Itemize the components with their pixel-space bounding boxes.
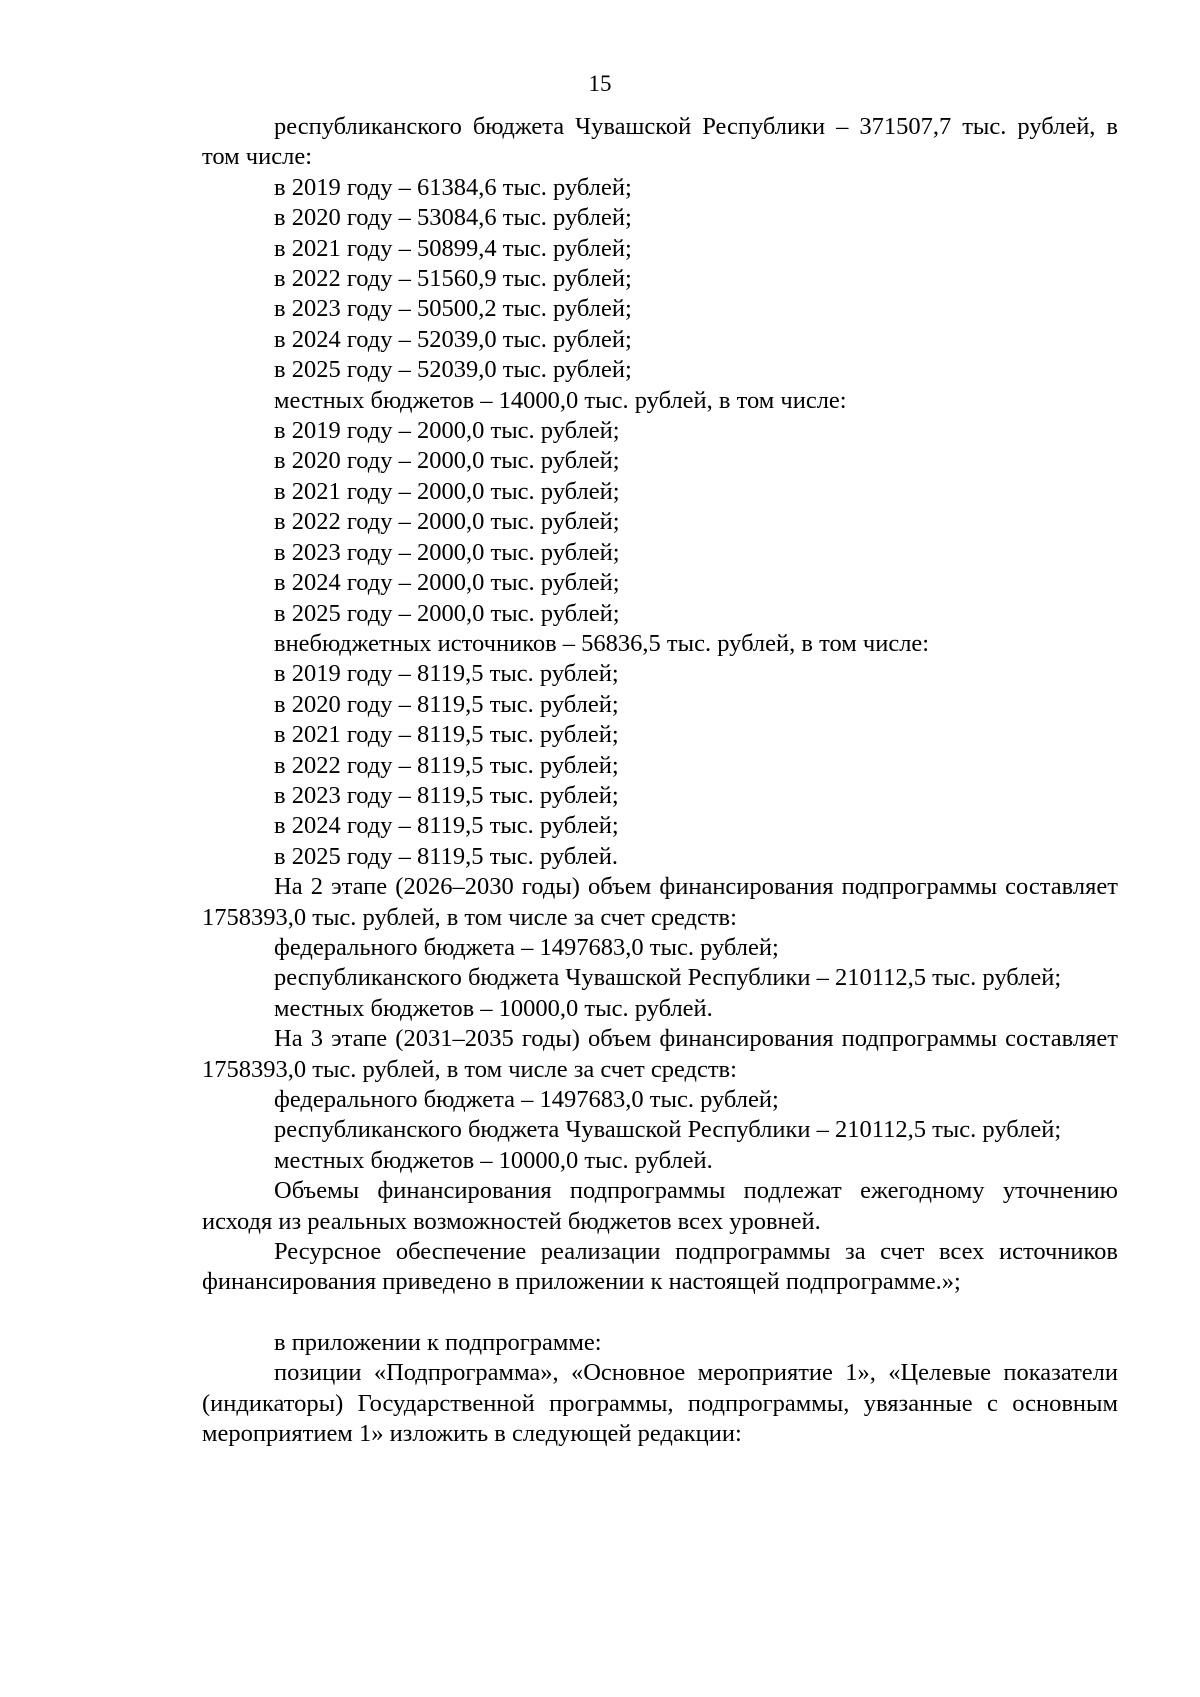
list-item: в 2019 году – 8119,5 тыс. рублей; — [274, 660, 619, 688]
list-item: в 2024 году – 8119,5 тыс. рублей; — [274, 812, 619, 840]
list-item: в 2024 году – 52039,0 тыс. рублей; — [274, 325, 632, 353]
list-item: в 2025 году – 2000,0 тыс. рублей; — [274, 599, 620, 627]
list-item: в 2023 году – 8119,5 тыс. рублей; — [274, 781, 619, 809]
list-item: в 2022 году – 51560,9 тыс. рублей; — [274, 265, 632, 293]
paragraph: федерального бюджета – 1497683,0 тыс. рублей; — [274, 1086, 779, 1113]
list-item: в 2021 году – 2000,0 тыс. рублей; — [274, 477, 620, 505]
paragraph: местных бюджетов – 10000,0 тыс. рублей. — [274, 1146, 713, 1174]
paragraph: местных бюджетов – 14000,0 тыс. рублей, в том числе: — [274, 386, 847, 414]
list-item: в 2019 году – 2000,0 тыс. рублей; — [274, 417, 620, 445]
paragraph: На 3 этапе (2031–2035 годы) объем финансирования подпрограммы составляет 1758393,0 тыс. рублей, в том числе за счет средств: — [202, 1025, 1118, 1083]
list-item: в 2025 году – 8119,5 тыс. рублей. — [274, 842, 618, 870]
paragraph: позиции «Подпрограмма», «Основное мероприятие 1», «Целевые показатели (индикаторы) Государственной программы, подпрограммы, увязанные с основным мероприятием 1» изложить в следующей редакции: — [202, 1359, 1118, 1448]
list-item: в 2021 году – 8119,5 тыс. рублей; — [274, 721, 619, 749]
list-item: в 2022 году – 8119,5 тыс. рублей; — [274, 751, 619, 779]
list-item: в 2023 году – 50500,2 тыс. рублей; — [274, 295, 632, 323]
list-item: в 2020 году – 8119,5 тыс. рублей; — [274, 690, 619, 718]
paragraph: внебюджетных источников – 56836,5 тыс. рублей, в том числе: — [274, 629, 930, 657]
paragraph-gap — [202, 1298, 1118, 1328]
list-item: в 2021 году – 50899,4 тыс. рублей; — [274, 234, 632, 262]
paragraph: республиканского бюджета Чувашской Республики – 210112,5 тыс. рублей; — [274, 964, 1062, 992]
paragraph: Ресурсное обеспечение реализации подпрограммы за счет всех источников финансирования приведено в приложении к настоящей подпрограмме.»; — [202, 1238, 1118, 1296]
list-item: в 2020 году – 53084,6 тыс. рублей; — [274, 204, 632, 232]
paragraph: республиканского бюджета Чувашской Республики – 210112,5 тыс. рублей; — [274, 1116, 1062, 1144]
list-item: в 2025 году – 52039,0 тыс. рублей; — [274, 356, 632, 384]
document-body — [202, 112, 1118, 1449]
paragraph: На 2 этапе (2026–2030 годы) объем финансирования подпрограммы составляет 1758393,0 тыс. рублей, в том числе за счет средств: — [202, 873, 1118, 931]
paragraph: в приложении к подпрограмме: — [274, 1328, 602, 1356]
paragraph: федерального бюджета – 1497683,0 тыс. рублей; — [274, 933, 779, 961]
page-number: 15 — [588, 71, 612, 96]
paragraph: местных бюджетов – 10000,0 тыс. рублей. — [274, 994, 713, 1022]
list-item: в 2023 году – 2000,0 тыс. рублей; — [274, 538, 620, 566]
paragraph: Объемы финансирования подпрограммы подлежат ежегодному уточнению исходя из реальных возможностей бюджетов всех уровней. — [202, 1177, 1118, 1235]
list-item: в 2022 году – 2000,0 тыс. рублей; — [274, 508, 620, 536]
list-item: в 2020 году – 2000,0 тыс. рублей; — [274, 447, 620, 475]
paragraph: республиканского бюджета Чувашской Республики – 371507,7 тыс. рублей, в том числе: — [202, 113, 1118, 171]
list-item: в 2019 году – 61384,6 тыс. рублей; — [274, 173, 632, 201]
list-item: в 2024 году – 2000,0 тыс. рублей; — [274, 569, 620, 597]
